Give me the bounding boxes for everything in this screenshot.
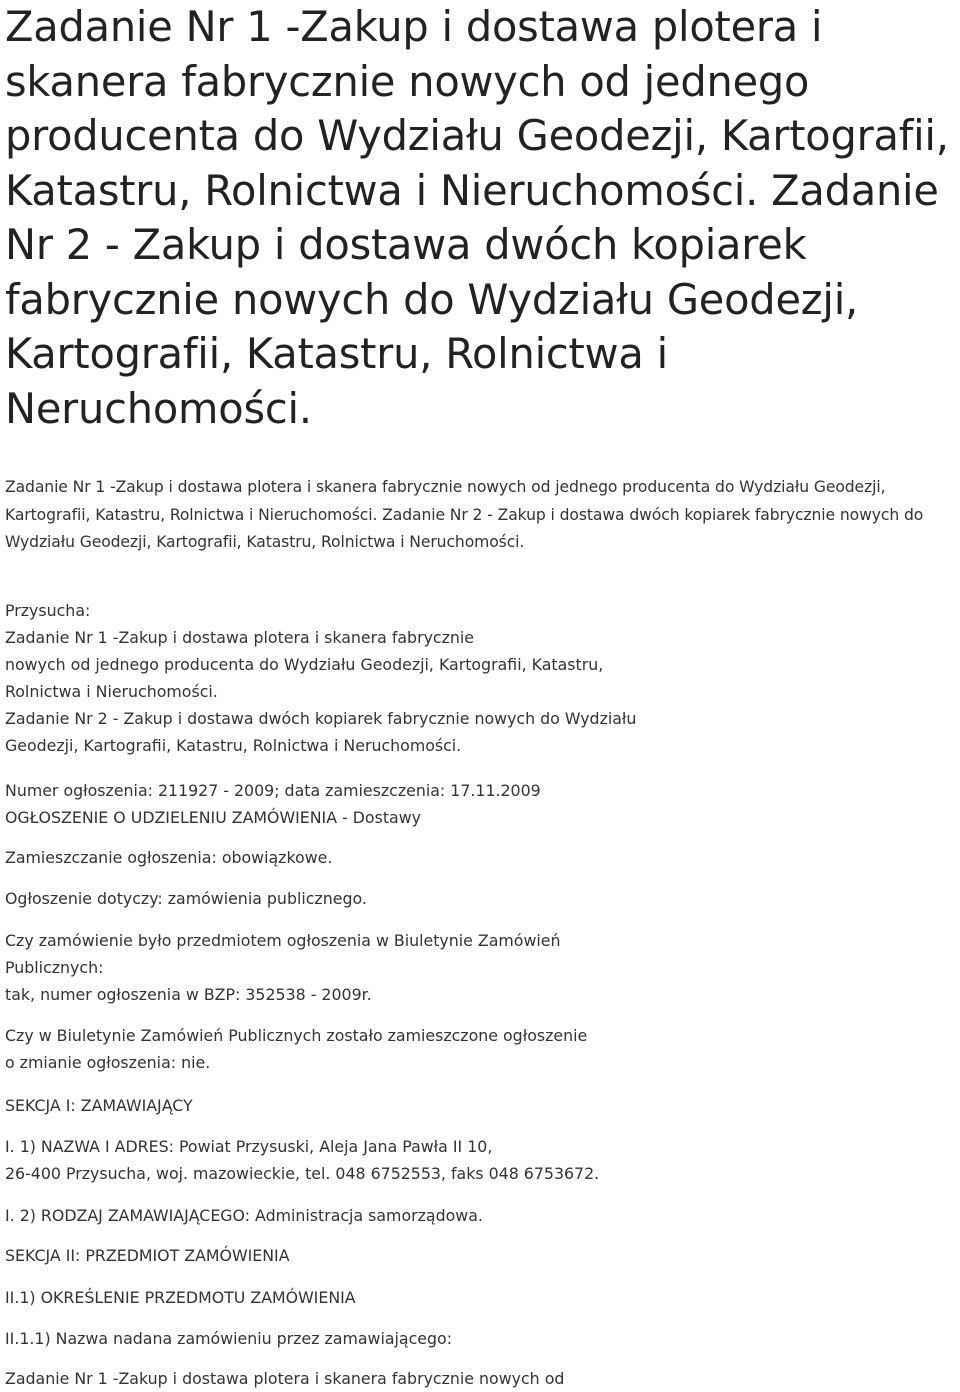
tender-header	[5, 597, 945, 759]
document-page	[5, 0, 955, 1388]
concerns-line	[5, 885, 945, 912]
task1-line: Zadanie Nr 1 -Zakup i dostawa plotera i skanera fabrycznie	[5, 628, 475, 647]
notice-type: OGŁOSZENIE O UDZIELENIU ZAMÓWIENIA - Dostawy	[5, 808, 421, 827]
publication-line	[5, 844, 945, 871]
change-question-line: Czy w Biuletynie Zamówień Publicznych zostało zamieszczone ogłoszenie	[5, 1026, 588, 1045]
contracting-type-line: I. 2) RODZAJ ZAMAWIAJĄCEGO: Administracja samorządowa.	[5, 1206, 483, 1225]
bzp-answer: tak, numer ogłoszenia w BZP: 352538 - 2009r.	[5, 985, 372, 1004]
definition-heading	[5, 1284, 945, 1311]
section-heading: SEKCJA I: ZAMAWIAJĄCY	[5, 1096, 193, 1115]
change-question-line: o zmianie ogłoszenia: nie.	[5, 1053, 211, 1072]
address-line: 26-400 Przysucha, woj. mazowieckie, tel. 048 6752553, faks 048 6753672.	[5, 1164, 600, 1183]
contracting-type	[5, 1202, 945, 1229]
section-2-heading	[5, 1242, 945, 1269]
location-label: Przysucha:	[5, 601, 91, 620]
task2-line: Geodezji, Kartografii, Katastru, Rolnictwa i Neruchomości.	[5, 736, 462, 755]
task1-line: nowych od jednego producenta do Wydziału Geodezji, Kartografii, Katastru,	[5, 655, 604, 674]
address-line: I. 1) NAZWA I ADRES: Powiat Przysuski, Aleja Jana Pawła II 10,	[5, 1137, 493, 1156]
title-summary: Zadanie Nr 1 -Zakup i dostawa plotera i skanera fabrycznie nowych od jednego producenta do Wydziału Geodezji, Kartografii, Katastru, Rolnictwa i Nieruchomości. Zadanie Nr 2 - Zakup i dostawa dwóch kopiarek fabrycznie nowych do Wydziału Geodezji, Kartografii, Katastru, Rolnictwa i Neruchomości.	[5, 478, 924, 551]
section-heading: SEKCJA II: PRZEDMIOT ZAMÓWIENIA	[5, 1246, 290, 1265]
notice-concerns: Ogłoszenie dotyczy: zamówienia publicznego.	[5, 889, 367, 908]
name-label-block	[5, 1325, 945, 1352]
bzp-question-line: Czy zamówienie było przedmiotem ogłoszenia w Biuletynie Zamówień	[5, 931, 561, 950]
section-1-heading	[5, 1092, 945, 1119]
publication-status: Zamieszczanie ogłoszenia: obowiązkowe.	[5, 848, 333, 867]
bzp-question-line: Publicznych:	[5, 958, 104, 977]
definition-line: II.1) OKREŚLENIE PRZEDMOTU ZAMÓWIENIA	[5, 1288, 356, 1307]
name-value-block	[5, 1365, 945, 1392]
task1-line: Rolnictwa i Nieruchomości.	[5, 682, 218, 701]
notice-number: Numer ogłoszenia: 211927 - 2009; data zamieszczenia: 17.11.2009	[5, 781, 541, 800]
address-block	[5, 1133, 945, 1187]
name-value: Zadanie Nr 1 -Zakup i dostawa plotera i skanera fabrycznie nowych od	[5, 1369, 565, 1388]
notice-info	[5, 777, 945, 831]
name-label: II.1.1) Nazwa nadana zamówieniu przez zamawiającego:	[5, 1329, 453, 1348]
task2-line: Zadanie Nr 2 - Zakup i dostawa dwóch kopiarek fabrycznie nowych do Wydziału	[5, 709, 637, 728]
bzp-question	[5, 927, 945, 1008]
change-question	[5, 1022, 945, 1076]
document-title: Zadanie Nr 1 -Zakup i dostawa plotera i skanera fabrycznie nowych od jednego producenta do Wydziału Geodezji, Kartografii, Katastru, Rolnictwa i Nieruchomości. Zadanie Nr 2 - Zakup i dostawa dwóch kopiarek fabrycznie nowych do Wydziału Geodezji, Kartografii, Katastru, Rolnictwa i Neruchomości.	[5, 2, 949, 433]
